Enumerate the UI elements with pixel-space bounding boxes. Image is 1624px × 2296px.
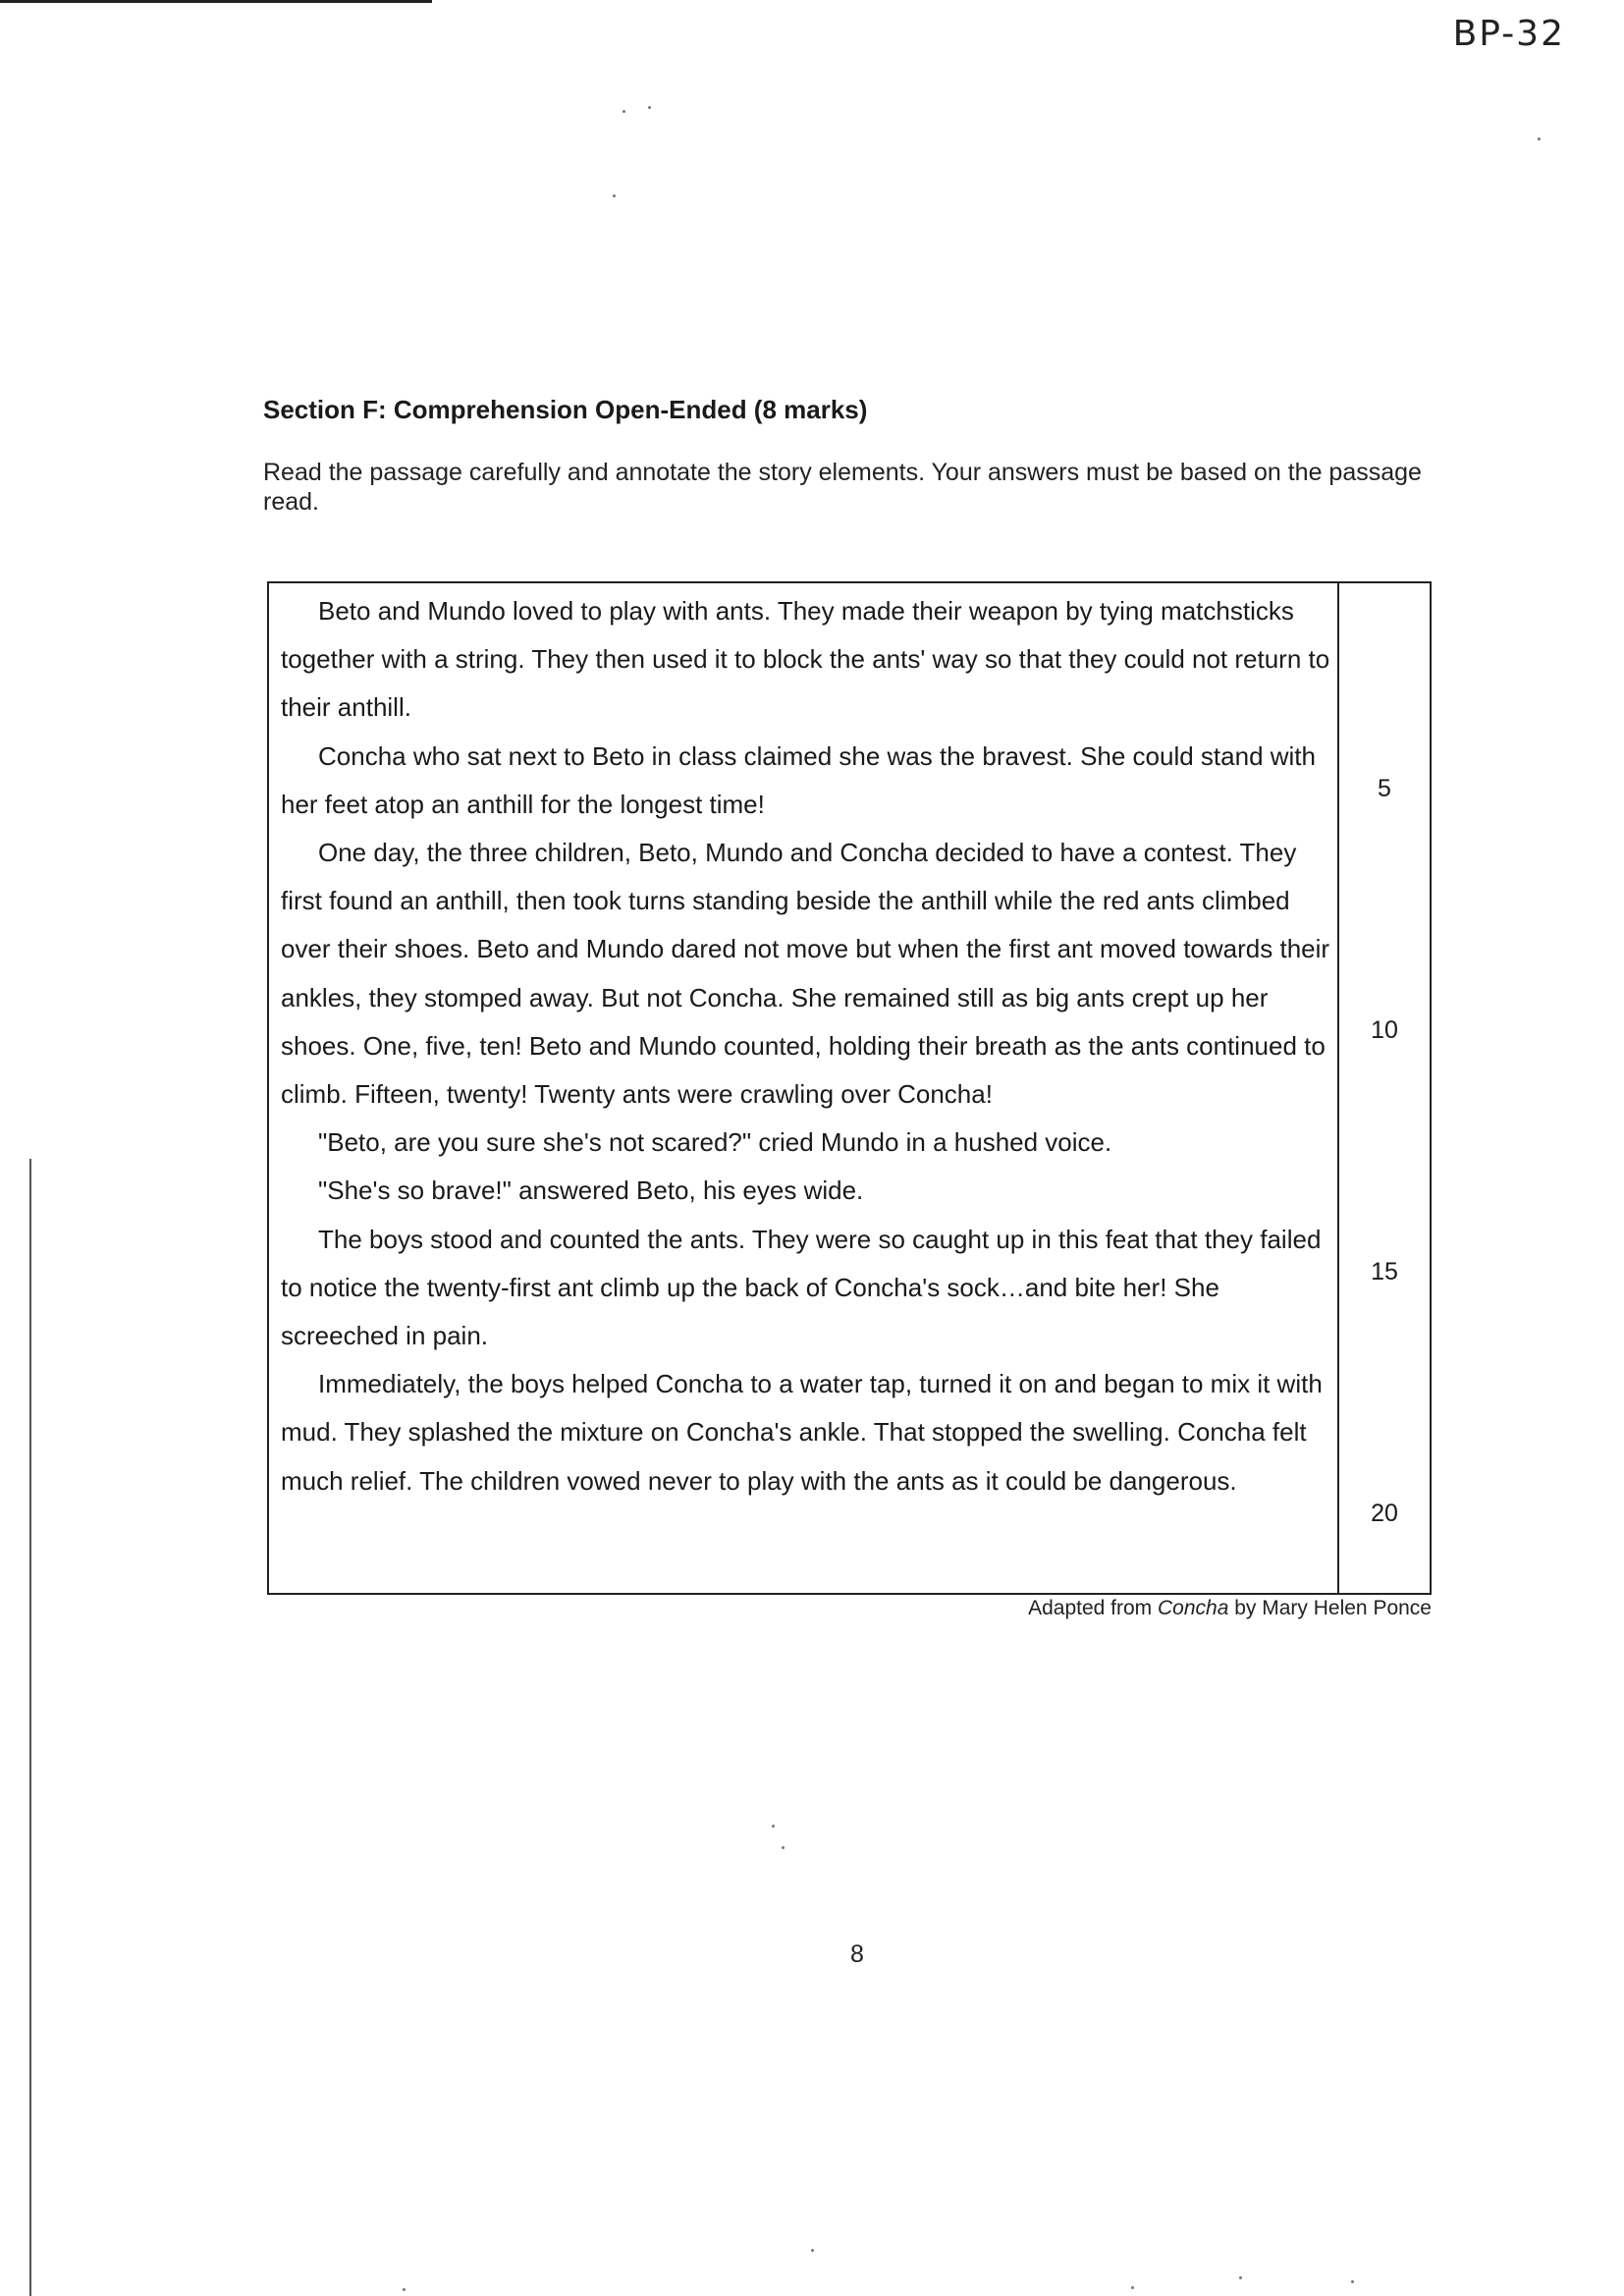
- passage-text: [281, 587, 1331, 1505]
- line-number-5: 5: [1378, 775, 1391, 802]
- scan-speck: [648, 106, 651, 109]
- source-author: by Mary Helen Ponce: [1228, 1597, 1432, 1619]
- source-attribution: [1028, 1597, 1432, 1620]
- scan-speck: [782, 1846, 785, 1849]
- scan-speck: [1538, 137, 1541, 140]
- page-number: 8: [850, 1941, 864, 1968]
- scan-speck: [403, 2288, 406, 2291]
- source-title: Concha: [1158, 1597, 1229, 1619]
- line-number-10: 10: [1371, 1016, 1398, 1044]
- line-number-20: 20: [1371, 1500, 1398, 1527]
- instructions: Read the passage carefully and annotate the story elements. Your answers must be based on the passage read.: [263, 459, 1422, 516]
- passage-paragraph-2: Concha who sat next to Beto in class claimed she was the bravest. She could stand with her feet atop an anthill for the longest time!: [281, 740, 1316, 819]
- passage-paragraph-1: Beto and Mundo loved to play with ants. They made their weapon by tying matchsticks together with a string. They then used it to block the ants' way so that they could not return to their anthill.: [281, 596, 1330, 723]
- line-number-column-divider: [1337, 581, 1339, 1595]
- document-code: BP-32: [1452, 14, 1565, 54]
- scan-speck: [811, 2249, 814, 2252]
- section-title: Section F: Comprehension Open-Ended (8 marks): [263, 395, 868, 424]
- passage-paragraph-3: One day, the three children, Beto, Mundo and Concha decided to have a contest. They first found an anthill, then took turns standing beside the anthill while the red ants climbed over their shoes. Beto and Mundo dared not move but when the first ant moved towards their ankles, they stomped away. But not Concha. She remained still as big ants crept up her shoes. One, five, ten! Beto and Mundo counted, holding their breath as the ants continued to climb. Fifteen, twenty! Twenty ants were crawling over Concha!: [281, 838, 1330, 1110]
- top-rule: [0, 0, 432, 3]
- scan-speck: [1131, 2286, 1134, 2289]
- scan-speck: [772, 1825, 775, 1828]
- passage-paragraph-6: The boys stood and counted the ants. They were so caught up in this feat that they failed to notice the twenty-first ant climb up the back of Concha's sock…and bite her! She screeched in pain.: [281, 1224, 1322, 1351]
- scan-speck: [1239, 2276, 1242, 2279]
- left-margin-rule: [29, 1159, 31, 2296]
- passage-paragraph-4: "Beto, are you sure she's not scared?" cried Mundo in a hushed voice.: [318, 1127, 1112, 1158]
- scan-speck: [623, 110, 625, 113]
- scan-speck: [613, 194, 616, 197]
- source-prefix: Adapted from: [1028, 1597, 1158, 1619]
- passage-paragraph-5: "She's so brave!" answered Beto, his eyes wide.: [318, 1175, 864, 1206]
- passage-paragraph-7: Immediately, the boys helped Concha to a water tap, turned it on and began to mix it with mud. They splashed the mixture on Concha's ankle. That stopped the swelling. Concha felt much relief. The children vowed never to play with the ants as it could be dangerous.: [281, 1369, 1323, 1496]
- line-number-15: 15: [1371, 1258, 1398, 1285]
- scan-speck: [1351, 2280, 1354, 2283]
